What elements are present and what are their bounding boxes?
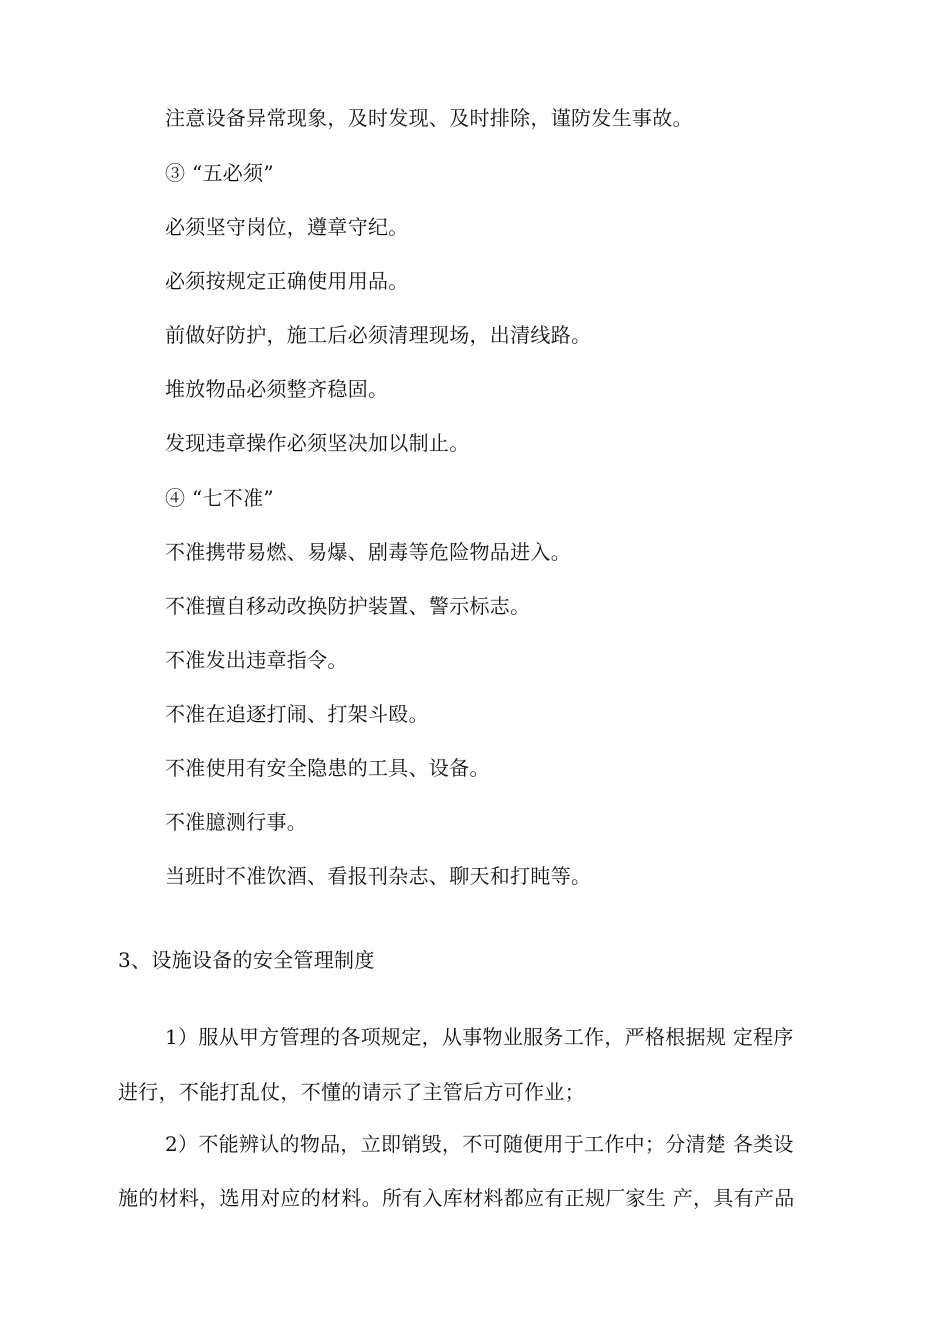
paragraph-line: 进行，不能打乱仗，不懂的请示了主管后方可作业；	[118, 1080, 585, 1104]
text-line: 不准发出违章指令。	[165, 648, 348, 672]
text-line: 不准擅自移动改换防护装置、警示标志。	[165, 594, 531, 618]
subsection-heading: ③ “五必须”	[165, 161, 274, 185]
text-line: 不准在追逐打闹、打架斗殴。	[165, 702, 429, 726]
subsection-heading: ④ “七不准”	[165, 486, 274, 510]
paragraph-line: 施的材料，选用对应的材料。所有入库材料都应有正规厂家生 产，具有产品	[118, 1186, 795, 1210]
text-line: 不准使用有安全隐患的工具、设备。	[165, 756, 490, 780]
section-heading: 3、设施设备的安全管理制度	[118, 948, 375, 972]
text-line: 堆放物品必须整齐稳固。	[165, 377, 389, 401]
paragraph-line: 2）不能辨认的物品，立即销毁，不可随便用于工作中；分清楚 各类设	[165, 1132, 794, 1156]
text-line: 注意设备异常现象，及时发现、及时排除，谨防发生事故。	[165, 106, 693, 130]
text-line: 前做好防护，施工后必须清理现场，出清线路。	[165, 323, 592, 347]
text-line: 不准携带易燃、易爆、剧毒等危险物品进入。	[165, 540, 571, 564]
text-line: 必须坚守岗位，遵章守纪。	[165, 215, 409, 239]
text-line: 不准臆测行事。	[165, 810, 308, 834]
text-line: 当班时不准饮酒、看报刊杂志、聊天和打盹等。	[165, 864, 592, 888]
text-line: 必须按规定正确使用用品。	[165, 269, 409, 293]
text-line: 发现违章操作必须坚决加以制止。	[165, 431, 470, 455]
paragraph-line: 1）服从甲方管理的各项规定，从事物业服务工作，严格根据规 定程序	[165, 1025, 794, 1049]
